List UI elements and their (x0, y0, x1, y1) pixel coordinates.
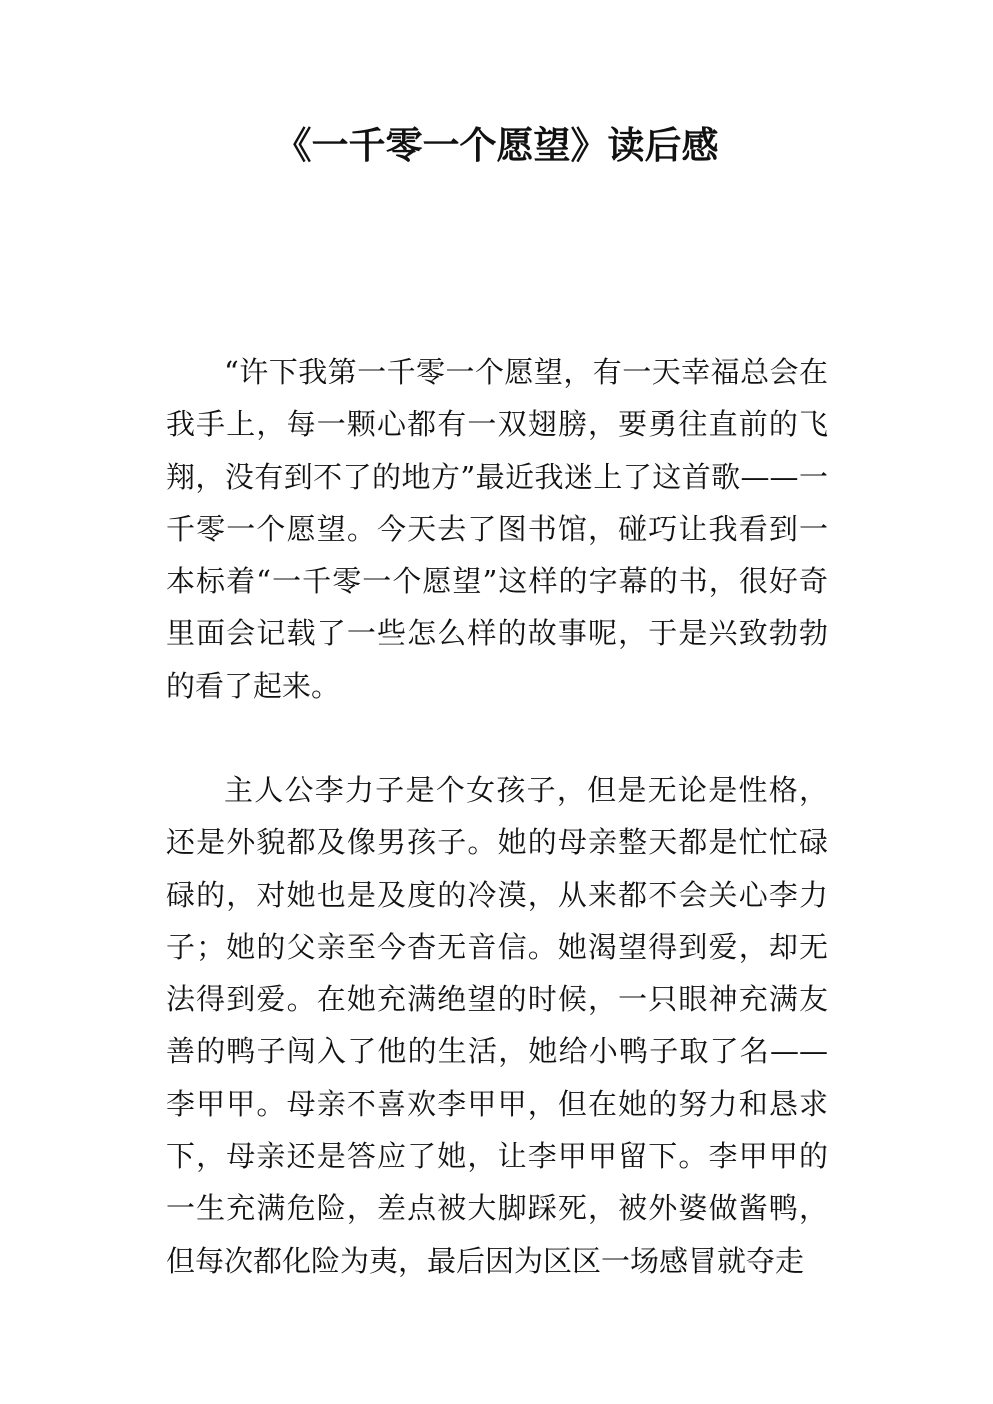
paragraph-2: 主人公李力子是个女孩子，但是无论是性格，还是外貌都及像男孩子。她的母亲整天都是忙忙碌碌的，对她也是及度的冷漠，从来都不会关心李力子；她的父亲至今杳无音信。她渴望得到爱，却无法得到爱。在她充满绝望的时候，一只眼神充满友善的鸭子闯入了他的生活，她给小鸭子取了名——李甲甲。母亲不喜欢李甲甲，但在她的努力和恳求下，母亲还是答应了她，让李甲甲留下。李甲甲的一生充满危险，差点被大脚踩死，被外婆做酱鸭，但每次都化险为夷，最后因为区区一场感冒就夺走 (166, 773, 828, 1278)
paragraph-1: “许下我第一千零一个愿望，有一天幸福总会在我手上，每一颗心都有一双翅膀，要勇往直前的飞翔，没有到不了的地方”最近我迷上了这首歌——一千零一个愿望。今天去了图书馆，碰巧让我看到一本标着“一千零一个愿望”这样的字幕的书，很好奇里面会记载了一些怎么样的故事呢，于是兴致勃勃的看了起来。 (166, 355, 828, 703)
document-title: 《一千零一个愿望》读后感 (274, 124, 719, 167)
